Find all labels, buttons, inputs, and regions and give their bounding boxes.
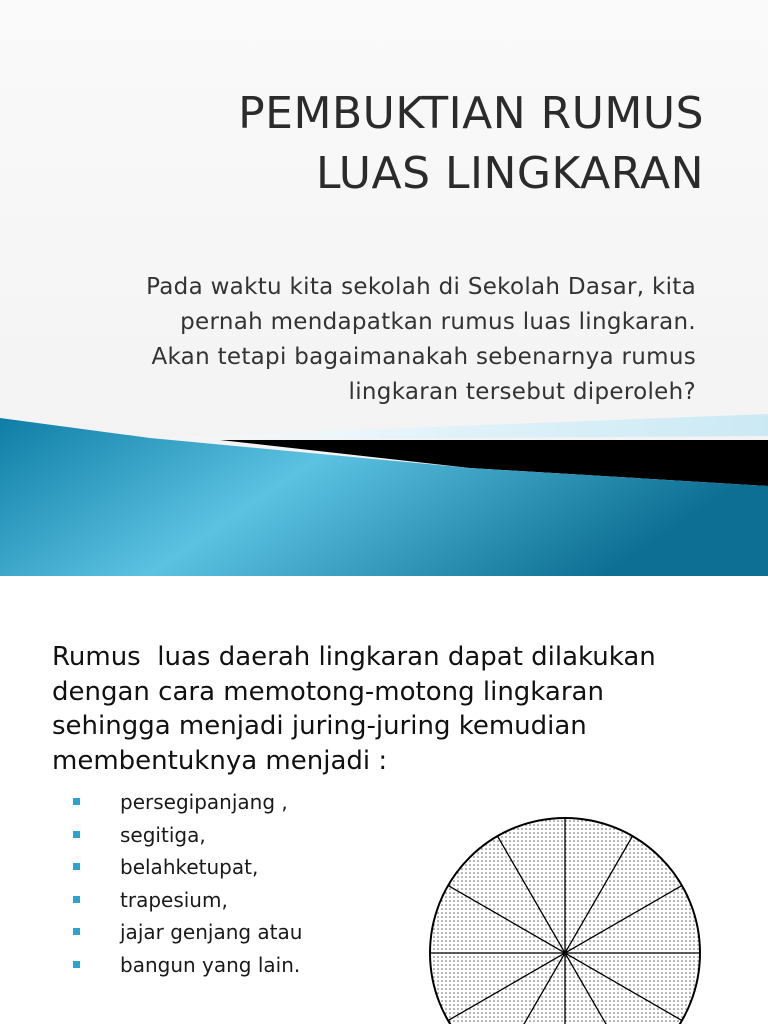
list-item-label: segitiga, (120, 822, 206, 847)
square-bullet-icon (73, 831, 80, 838)
subtitle-line: Akan tetapi bagaimanakah sebenarnya rumus (151, 344, 696, 370)
list-item (70, 949, 390, 982)
content-slide (0, 576, 768, 1024)
list-item-label: bangun yang lain. (120, 952, 301, 977)
subtitle-line: Pada waktu kita sekolah di Sekolah Dasar, kita (146, 274, 696, 300)
list-item (70, 851, 390, 884)
decorative-wave-band (0, 410, 768, 576)
list-item (70, 884, 390, 917)
square-bullet-icon (73, 798, 80, 805)
dotted-circle-sectors-icon (420, 811, 720, 1024)
square-bullet-icon (73, 863, 80, 870)
intro-line: membentuknya menjadi : (52, 745, 388, 776)
list-item (70, 786, 390, 819)
square-bullet-icon (73, 896, 80, 903)
list-item-label: jajar genjang atau (120, 920, 303, 944)
list-item (70, 819, 390, 852)
slide-title-line: PEMBUKTIAN RUMUS (238, 88, 704, 139)
square-bullet-icon (73, 928, 80, 935)
slide-subtitle (16, 270, 696, 410)
list-item-label: belahketupat, (120, 855, 259, 879)
intro-paragraph (52, 640, 752, 778)
slide-title (64, 84, 704, 204)
slide-title-line: LUAS LINGKARAN (315, 148, 704, 199)
subtitle-line: lingkaran tersebut diperoleh? (348, 379, 696, 405)
list-item-label: trapesium, (120, 887, 228, 912)
subtitle-line: pernah mendapatkan rumus luas lingkaran. (180, 309, 696, 335)
intro-line: sehingga menjadi juring-juring kemudian (52, 711, 587, 741)
band-pale-stripe (150, 414, 768, 440)
shape-list (70, 786, 390, 981)
list-item (70, 916, 390, 949)
square-bullet-icon (73, 961, 80, 968)
intro-line: Rumus luas daerah lingkaran dapat dilakukan (52, 642, 656, 672)
list-item-label: persegipanjang , (120, 790, 288, 814)
intro-line: dengan cara memotong-motong lingkaran (52, 676, 604, 707)
